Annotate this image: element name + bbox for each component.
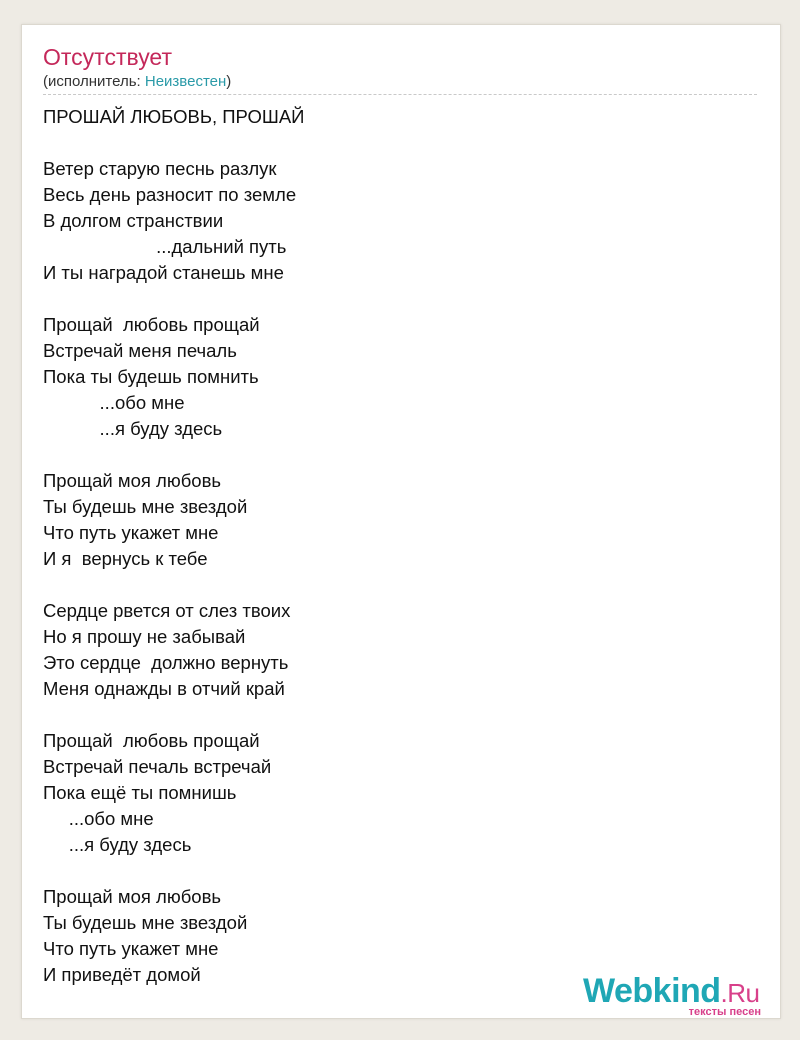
lyric-line: ...дальний путь <box>43 236 287 257</box>
lyric-line <box>43 702 304 728</box>
lyric-line: Пока ещё ты помнишь <box>43 782 237 803</box>
lyric-line: Это сердце должно вернуть <box>43 652 289 673</box>
lyric-line <box>43 572 304 598</box>
lyric-line: Прощай любовь прощай <box>43 730 260 751</box>
lyric-line: ...я буду здесь <box>43 418 223 439</box>
lyric-line: Прощай моя любовь <box>43 470 222 491</box>
lyric-line: ...обо мне <box>43 808 154 829</box>
lyric-line: Ты будешь мне звездой <box>43 496 248 517</box>
lyric-line: Сердце рвется от слез твоих <box>43 600 291 621</box>
lyric-line: Встречай меня печаль <box>43 340 237 361</box>
lyric-line <box>43 286 304 312</box>
lyric-line: Ветер старую песнь разлук <box>43 158 277 179</box>
lyric-line: В долгом странствии <box>43 210 224 231</box>
lyric-line: Что путь укажет мне <box>43 938 219 959</box>
song-title: Отсутствует <box>43 44 172 70</box>
lyric-line: И я вернусь к тебе <box>43 548 208 569</box>
lyric-line: Пока ты будешь помнить <box>43 366 259 387</box>
lyric-line: Ты будешь мне звездой <box>43 912 248 933</box>
lyric-line: Весь день разносит по земле <box>43 184 297 205</box>
lyric-line <box>43 442 304 468</box>
artist-link[interactable]: Неизвестен <box>144 73 227 90</box>
lyric-line: Что путь укажет мне <box>43 522 219 543</box>
logo-tagline: тексты песен <box>688 1006 761 1018</box>
lyric-line <box>43 858 304 884</box>
lyric-line: ...обо мне <box>43 392 185 413</box>
lyric-line: Меня однажды в отчий край <box>43 678 285 699</box>
title-divider <box>43 94 757 95</box>
artist-suffix: ) <box>226 73 232 90</box>
lyric-line: Прощай моя любовь <box>43 886 222 907</box>
lyrics-sheet <box>21 24 781 1019</box>
lyric-line: ПРОШАЙ ЛЮБОВЬ, ПРОШАЙ <box>43 106 305 127</box>
lyric-line: ...я буду здесь <box>43 834 192 855</box>
artist-prefix: (исполнитель: <box>43 73 145 90</box>
lyric-line <box>43 130 304 156</box>
logo-main-text: Webkind <box>583 972 721 1010</box>
lyric-line: Но я прошу не забывай <box>43 626 246 647</box>
lyric-line: Прощай любовь прощай <box>43 314 260 335</box>
lyric-line: Встречай печаль встречай <box>43 756 272 777</box>
lyric-line: И приведёт домой <box>43 964 201 985</box>
lyrics-text <box>43 104 304 988</box>
artist-line <box>43 73 231 91</box>
lyric-line: И ты наградой станешь мне <box>43 262 284 283</box>
logo-suffix: .Ru <box>720 978 760 1008</box>
webkind-logo[interactable] <box>583 973 775 1017</box>
